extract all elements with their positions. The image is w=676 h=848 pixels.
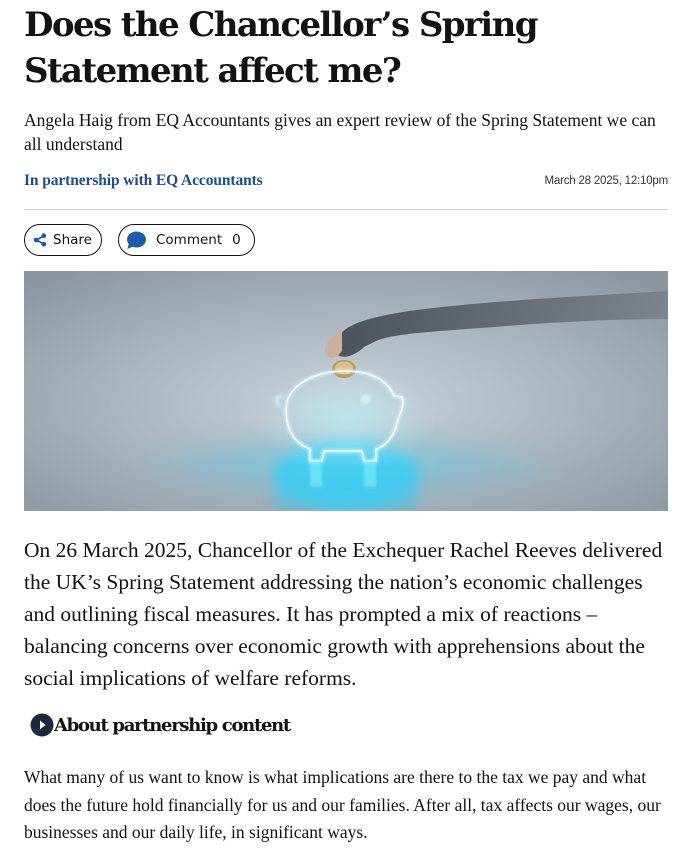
article-standfirst: Angela Haig from EQ Accountants gives an expert review of the Spring Statement we can all understand <box>24 110 656 154</box>
header-divider <box>24 209 668 210</box>
play-circle-icon <box>30 713 54 737</box>
share-button[interactable] <box>24 224 102 256</box>
about-partnership-toggle[interactable] <box>30 713 290 737</box>
article-headline: Does the Chancellor’s Spring Statement affect me? <box>24 5 537 91</box>
comment-button[interactable] <box>118 224 255 256</box>
partnership-link[interactable]: In partnership with EQ Accountants <box>24 172 263 189</box>
body-paragraph: What many of us want to know is what implications are there to the tax we pay and what does the future hold financially for us and our families. After all, tax affects our wages, our businesses and our daily life, in significant ways. <box>24 767 661 842</box>
hero-image-piggy-bank <box>24 271 668 511</box>
publish-timestamp: March 28 2025, 12:10pm <box>544 175 668 187</box>
share-icon <box>33 233 47 247</box>
share-label: Share <box>53 232 92 248</box>
comment-count: 0 <box>232 232 241 248</box>
speech-bubble-icon <box>126 231 147 250</box>
lead-paragraph: On 26 March 2025, Chancellor of the Exchequer Rachel Reeves delivered the UK’s Spring Statement addressing the nation’s economic challenges and outlining fiscal measures. It has prompted a mix of reactions – balancing concerns over economic growth with apprehensions about the social implications of welfare reforms. <box>24 538 663 690</box>
comment-label: Comment <box>156 232 223 248</box>
about-partnership-label: About partnership content <box>54 714 290 736</box>
